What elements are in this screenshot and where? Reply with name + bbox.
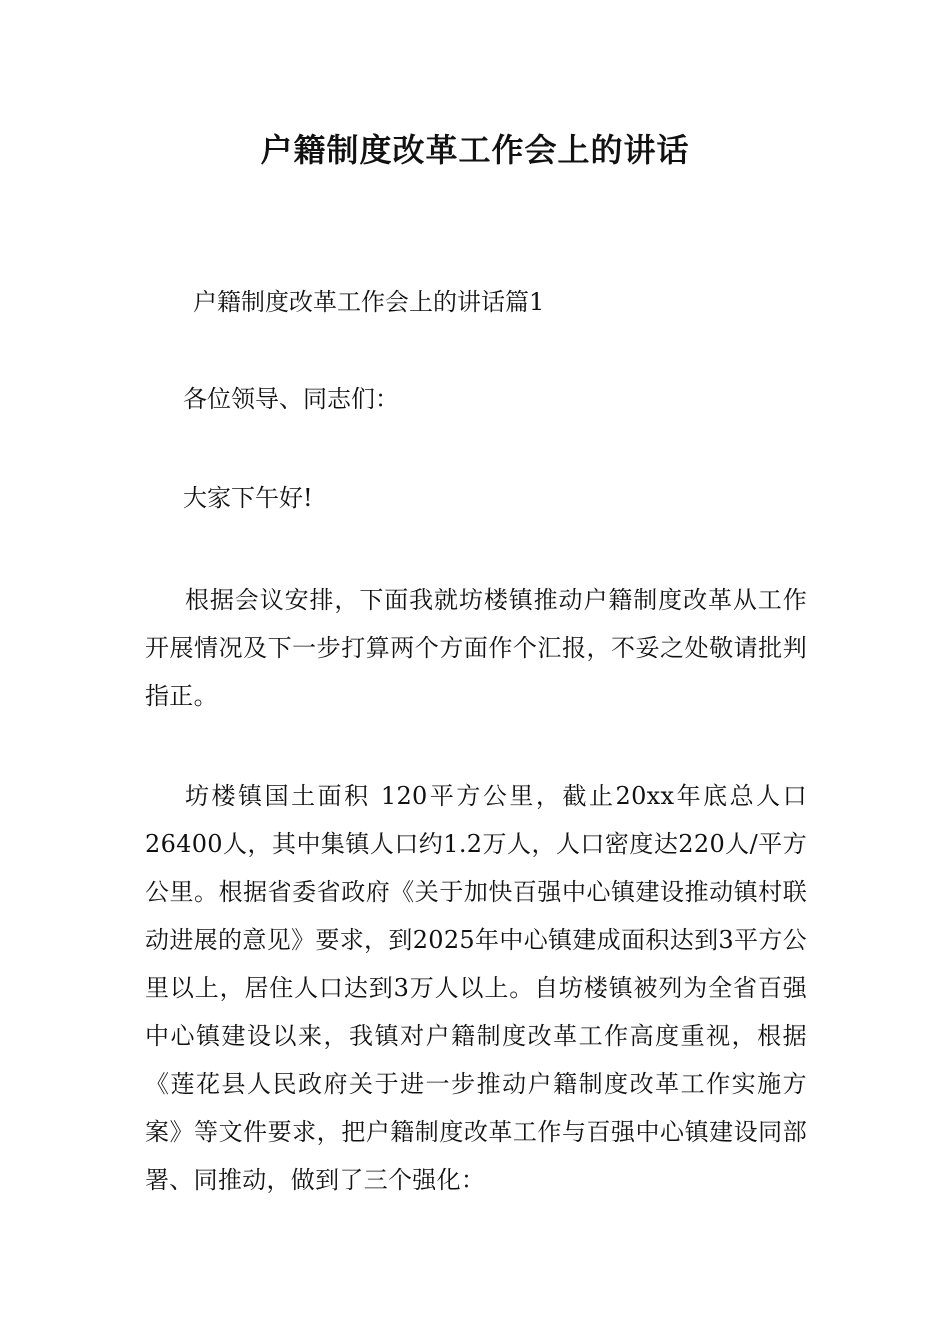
document-title: 户籍制度改革工作会上的讲话	[260, 131, 690, 169]
paragraph-overview: 坊楼镇国土面积 120平方公里，截止20xx年底总人口26400人，其中集镇人口约1.2万人，人口密度达220人/平方公里。根据省委省政府《关于加快百强中心镇建设推动镇村联动进展的意见》要求，到2025年中心镇建成面积达到3平方公里以上，居住人口达到3万人以上。自坊楼镇被列为全省百强中心镇建设以来，我镇对户籍制度改革工作高度重视，根据《莲花县人民政府关于进一步推动户籍制度改革工作实施方案》等文件要求，把户籍制度改革工作与百强中心镇建设同部署、同推动，做到了三个强化：	[145, 782, 807, 1194]
paragraph-intro: 根据会议安排，下面我就坊楼镇推动户籍制度改革从工作开展情况及下一步打算两个方面作个汇报，不妥之处敬请批判指正。	[145, 586, 807, 710]
section-heading: 户籍制度改革工作会上的讲话篇1	[193, 288, 545, 316]
greeting: 大家下午好!	[183, 484, 313, 512]
salutation: 各位领导、同志们：	[183, 385, 399, 413]
